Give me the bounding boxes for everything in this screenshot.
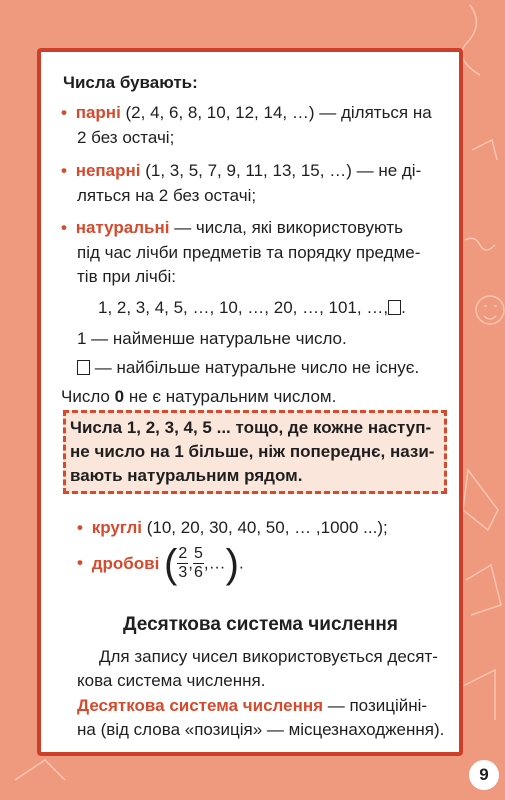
smallest-natural: 1 — найменше натуральне число. (77, 329, 347, 348)
sequence-text: 1, 2, 3, 4, 5, …, 10, …, 20, …, 101, …, (98, 298, 389, 317)
section-definition-text: — позиційні- (323, 696, 428, 715)
empty-square-icon (388, 300, 401, 315)
round-text: (10, 20, 30, 40, 50, … ,1000 ...); (142, 518, 388, 537)
term-natural: натуральні (75, 218, 170, 237)
zero-note (61, 386, 336, 408)
paren-close-icon: ) (225, 541, 239, 586)
bullet-icon: • (61, 161, 67, 180)
numerator: 5 (194, 545, 203, 563)
numerator: 2 (178, 545, 188, 563)
even-text-2: 2 без остачі; (77, 128, 175, 147)
definition-line-2: не число на 1 більше, ніж попереднє, нази- (70, 442, 435, 461)
list-item-round (77, 517, 388, 539)
term-round: круглі (91, 518, 142, 537)
list-item-natural (61, 217, 403, 239)
bullet-icon: • (61, 218, 67, 237)
list-item-odd (61, 160, 421, 182)
page-number: 9 (469, 760, 499, 790)
definition-box (63, 410, 447, 494)
largest-text: — найбільше натуральне число не існує. (90, 358, 420, 377)
bullet-icon: • (77, 518, 83, 537)
definition-line-3: вають натуральним рядом. (70, 466, 303, 485)
largest-natural (77, 357, 419, 379)
zero-note-part-2: не є натуральним числом. (124, 387, 337, 406)
section-paragraph-4: на (від слова «позиція» — місцезнаходження). (77, 720, 445, 739)
term-even: парні (75, 103, 121, 122)
term-decimal-system: Десяткова система числення (77, 696, 324, 715)
fraction-2-3 (177, 545, 188, 582)
list-item-even (61, 102, 432, 124)
section-title: Десяткова система числення (123, 614, 398, 635)
section-definition-line (77, 695, 427, 717)
section-paragraph-1: Для запису чисел використовується десят- (99, 647, 438, 666)
list-item-fractional: • дробові ( $\frac{2}{3}$ , $\frac{5}{6}$ ,…). (77, 541, 244, 586)
term-fractional: дробові (91, 553, 160, 573)
bullet-icon: • (61, 103, 67, 122)
empty-square-icon (77, 360, 90, 375)
natural-sequence: 1, 2, 3, 4, 5, …, 10, …, 20, …, 101, …, . (98, 298, 406, 317)
content-card (37, 48, 463, 756)
term-odd: непарні (75, 161, 141, 180)
natural-text-1: — числа, які використовують (169, 218, 404, 237)
denominator: 6 (194, 564, 203, 582)
fraction-5-6 (193, 545, 204, 582)
section-paragraph-2: кова система числення. (77, 671, 266, 690)
natural-text-3: тів при лічбі: (77, 267, 176, 286)
natural-text-2: під час лічби предметів та порядку предме- (77, 243, 421, 262)
odd-text-1: (1, 3, 5, 7, 9, 11, 13, 15, …) — не ді- (140, 161, 422, 180)
intro-heading: Числа бувають: (63, 73, 198, 92)
denominator: 3 (178, 564, 188, 582)
definition-line-1: Числа 1, 2, 3, 4, 5 ... тощо, де кожне наступ- (70, 418, 432, 437)
odd-text-2: ляться на 2 без остачі; (77, 186, 257, 205)
even-text-1: (2, 4, 6, 8, 10, 12, 14, …) — діляться на (120, 103, 432, 122)
zero-number: 0 (114, 387, 125, 406)
fraction-tail: ,… (203, 553, 226, 573)
bullet-icon: • (77, 553, 83, 572)
zero-note-part-1: Число (61, 387, 115, 406)
paren-open-icon: ( (164, 541, 178, 586)
